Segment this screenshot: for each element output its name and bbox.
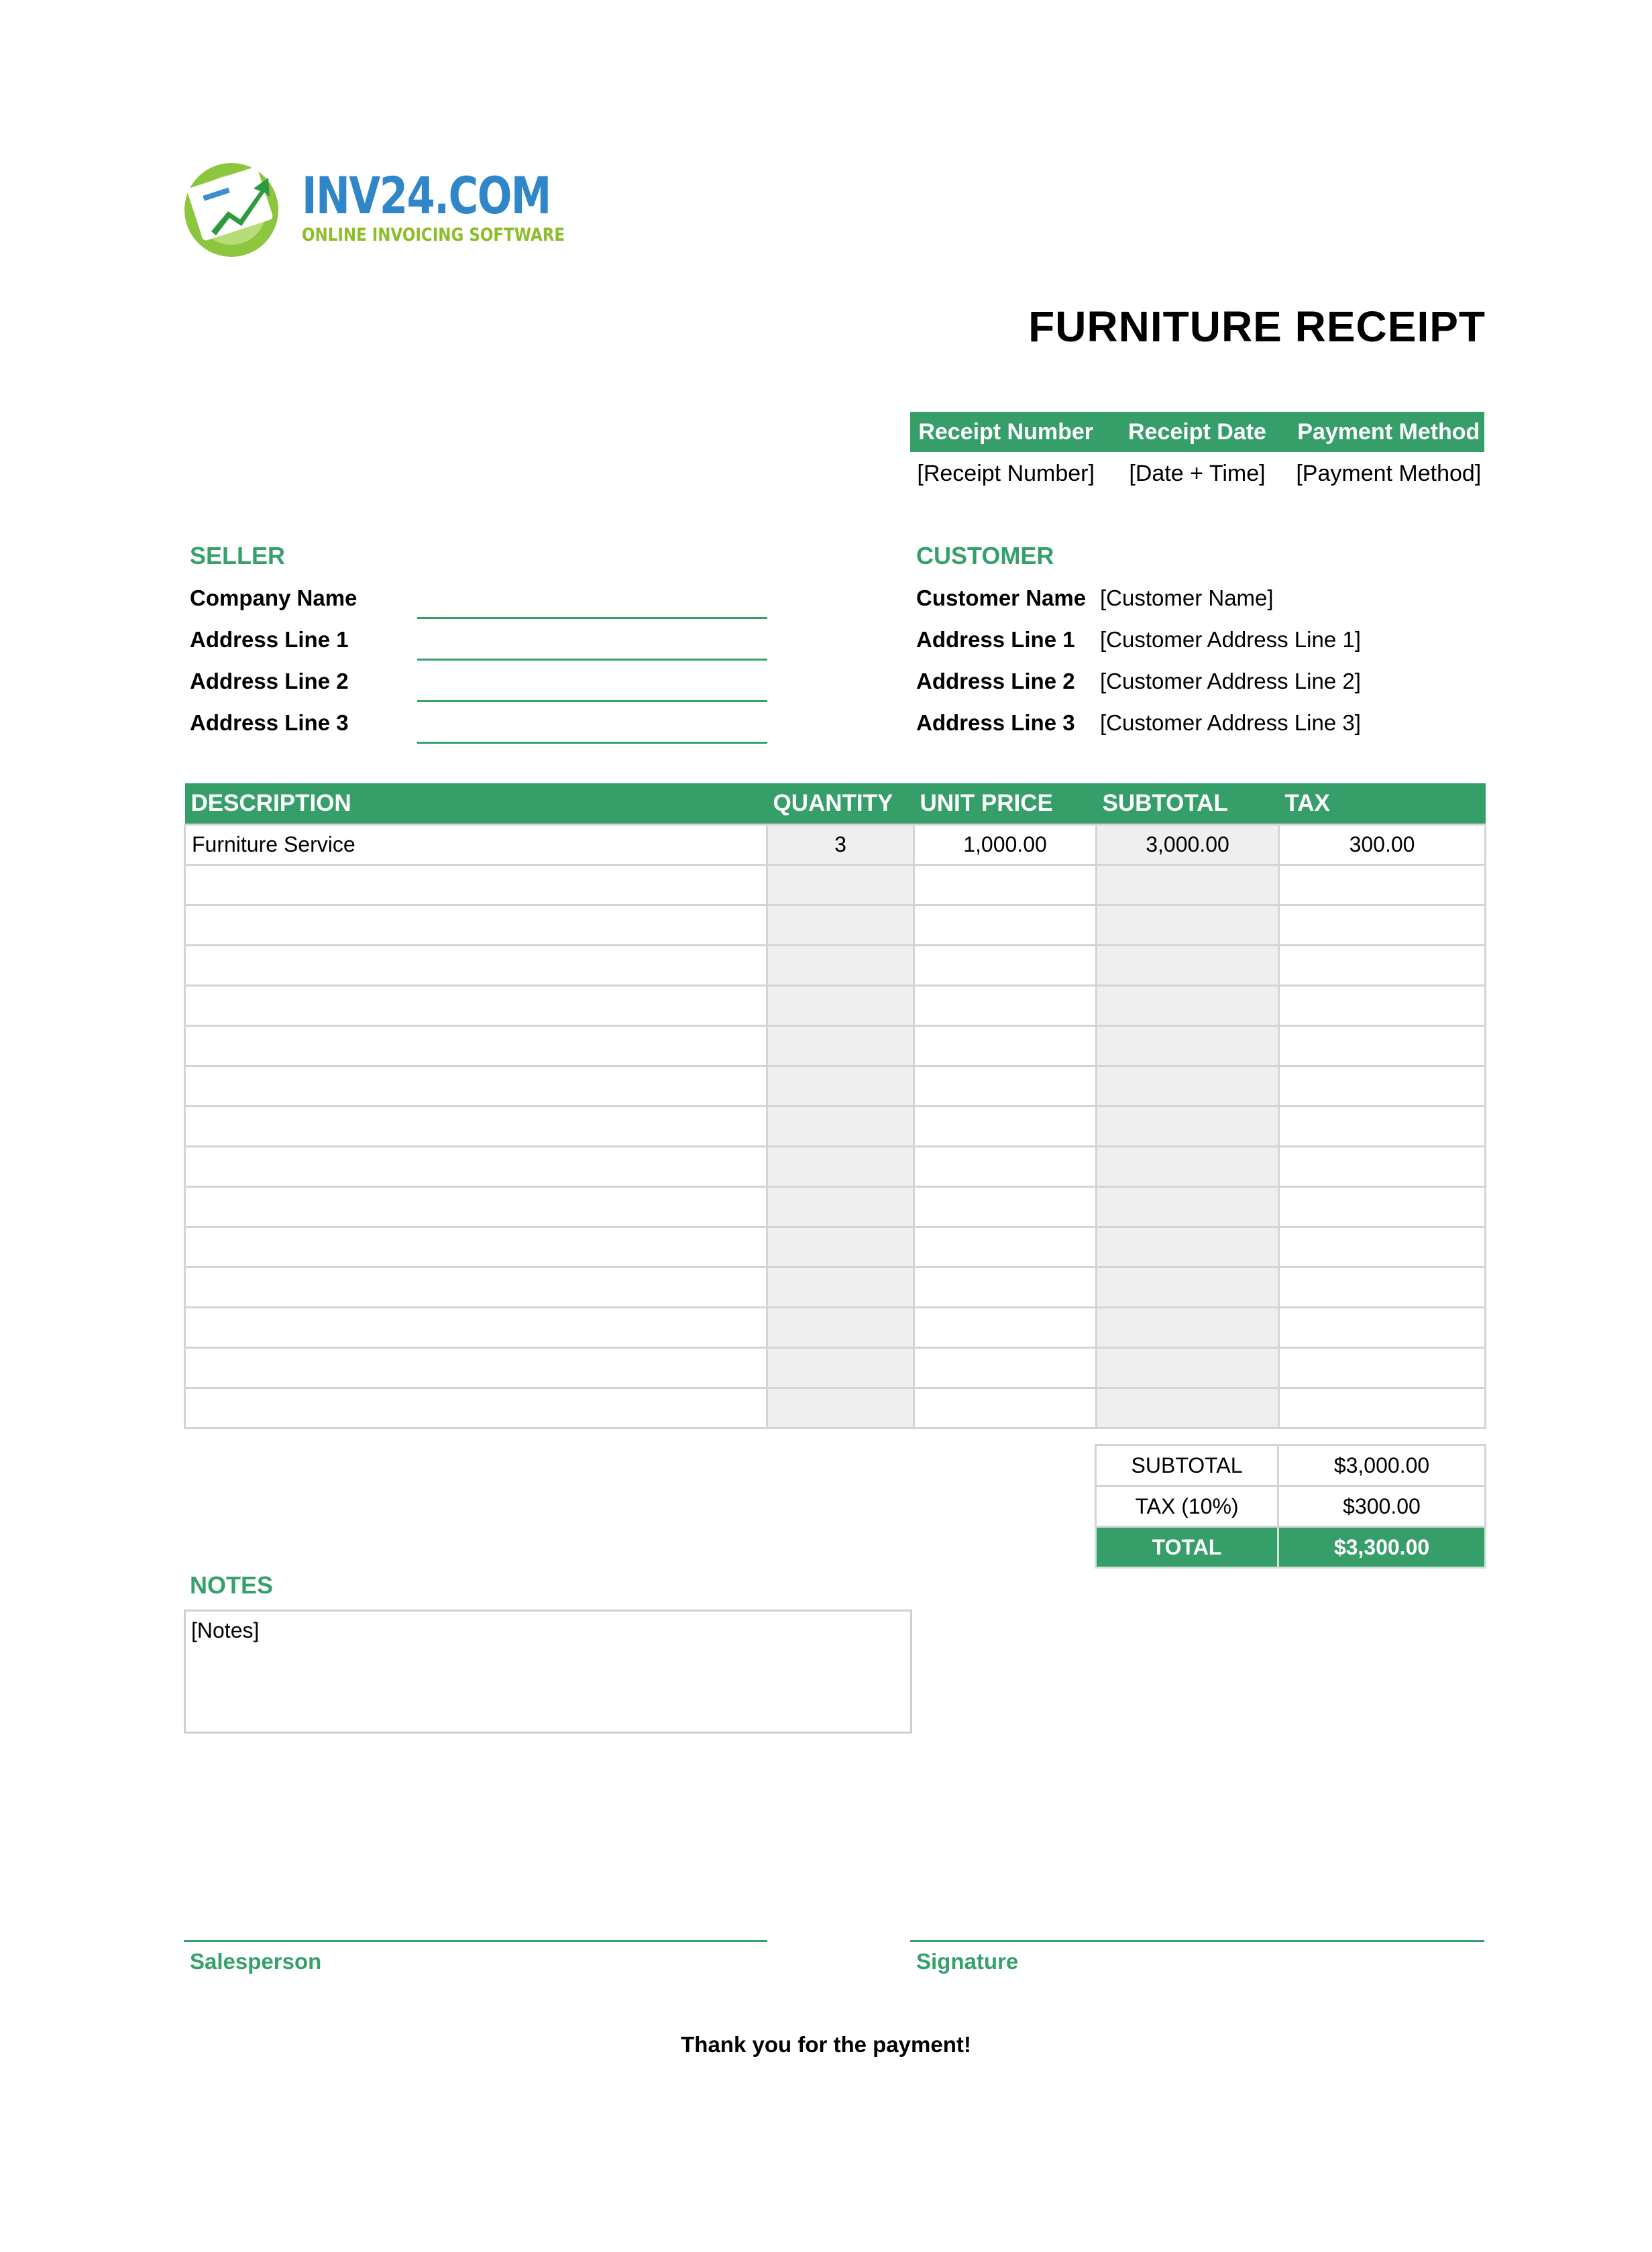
item-tax [1279, 1388, 1486, 1428]
item-tax [1279, 1107, 1486, 1147]
customer-address3-label: Address Line 3 [916, 710, 1075, 735]
item-subtotal [1097, 1268, 1279, 1308]
item-subtotal [1097, 1388, 1279, 1428]
table-row [185, 1308, 1486, 1348]
item-quantity[interactable] [767, 1388, 914, 1428]
item-unit-price[interactable] [914, 1348, 1097, 1388]
item-description[interactable] [185, 1268, 767, 1308]
description-header: DESCRIPTION [185, 783, 767, 825]
signature-line[interactable] [910, 1940, 1484, 1942]
signature-label: Signature [916, 1949, 1019, 1974]
item-subtotal [1097, 1308, 1279, 1348]
item-unit-price[interactable] [914, 905, 1097, 946]
seller-company-label: Company Name [190, 585, 357, 610]
logo-tagline: ONLINE INVOICING SOFTWARE [302, 225, 565, 245]
subtotal-label: SUBTOTAL [1096, 1445, 1278, 1486]
item-description[interactable]: Furniture Service [185, 825, 767, 865]
item-tax [1279, 905, 1486, 946]
receipt-date-header: Receipt Date [1128, 419, 1266, 445]
item-quantity[interactable] [767, 946, 914, 986]
table-row [185, 946, 1486, 986]
item-description[interactable] [185, 946, 767, 986]
table-row [185, 1268, 1486, 1308]
item-subtotal [1097, 1066, 1279, 1107]
item-tax [1279, 865, 1486, 905]
table-row [185, 1147, 1486, 1187]
customer-address1-value[interactable]: [Customer Address Line 1] [1100, 627, 1361, 652]
item-tax [1279, 1066, 1486, 1107]
item-subtotal [1097, 986, 1279, 1026]
table-row [185, 986, 1486, 1026]
total-row [1096, 1527, 1486, 1568]
item-description[interactable] [185, 1388, 767, 1428]
item-quantity[interactable] [767, 1308, 914, 1348]
item-subtotal [1097, 946, 1279, 986]
item-unit-price[interactable] [914, 1308, 1097, 1348]
footer-message: Thank you for the payment! [681, 2032, 971, 2057]
tax-label: TAX (10%) [1096, 1486, 1278, 1527]
item-quantity[interactable] [767, 865, 914, 905]
item-unit-price[interactable] [914, 1187, 1097, 1227]
item-subtotal [1097, 1227, 1279, 1268]
item-tax [1279, 1348, 1486, 1388]
item-description[interactable] [185, 1026, 767, 1066]
receipt-number-header: Receipt Number [918, 419, 1094, 445]
item-unit-price[interactable] [914, 1066, 1097, 1107]
item-description[interactable] [185, 1147, 767, 1187]
item-description[interactable] [185, 1107, 767, 1147]
seller-address1-field[interactable] [417, 659, 767, 661]
logo-brand: INV24.COM [302, 166, 551, 225]
table-row [185, 1227, 1486, 1268]
item-quantity[interactable] [767, 986, 914, 1026]
table-row [185, 1388, 1486, 1428]
item-unit-price[interactable] [914, 1147, 1097, 1187]
item-unit-price[interactable] [914, 946, 1097, 986]
seller-address2-label: Address Line 2 [190, 669, 349, 693]
item-subtotal [1097, 1187, 1279, 1227]
item-subtotal [1097, 1147, 1279, 1187]
notes-heading: NOTES [190, 1571, 274, 1599]
item-subtotal [1097, 1348, 1279, 1388]
receipt-meta-header [910, 412, 1484, 452]
item-unit-price[interactable]: 1,000.00 [914, 825, 1097, 865]
table-row [185, 1026, 1486, 1066]
item-description[interactable] [185, 905, 767, 946]
quantity-header: QUANTITY [767, 783, 914, 825]
item-tax: 300.00 [1279, 825, 1486, 865]
item-quantity[interactable] [767, 1147, 914, 1187]
subtotal-row [1096, 1445, 1486, 1486]
item-unit-price[interactable] [914, 1227, 1097, 1268]
total-label: TOTAL [1096, 1527, 1278, 1568]
customer-name-label: Customer Name [916, 585, 1087, 610]
notes-box[interactable]: [Notes] [184, 1610, 912, 1734]
table-row [185, 1348, 1486, 1388]
seller-address2-field[interactable] [417, 700, 767, 702]
receipt-number-value[interactable]: [Receipt Number] [917, 461, 1095, 486]
item-quantity[interactable]: 3 [767, 825, 914, 865]
item-description[interactable] [185, 986, 767, 1026]
item-quantity[interactable] [767, 1066, 914, 1107]
item-tax [1279, 946, 1486, 986]
receipt-meta-values [910, 453, 1484, 494]
item-subtotal: 3,000.00 [1097, 825, 1279, 865]
item-unit-price[interactable] [914, 986, 1097, 1026]
item-tax [1279, 1147, 1486, 1187]
items-table [184, 783, 1486, 1429]
item-tax [1279, 1026, 1486, 1066]
seller-address3-field[interactable] [417, 742, 767, 744]
customer-address1-label: Address Line 1 [916, 627, 1075, 652]
item-tax [1279, 1308, 1486, 1348]
item-tax [1279, 1187, 1486, 1227]
item-quantity[interactable] [767, 1187, 914, 1227]
item-description[interactable] [185, 1348, 767, 1388]
table-row [185, 865, 1486, 905]
item-description[interactable] [185, 1187, 767, 1227]
table-row [185, 1107, 1486, 1147]
table-row [185, 905, 1486, 946]
tax-value: $300.00 [1278, 1486, 1486, 1527]
item-subtotal [1097, 905, 1279, 946]
logo-icon [181, 158, 288, 258]
item-description[interactable] [185, 865, 767, 905]
customer-name-value[interactable]: [Customer Name] [1100, 585, 1274, 610]
unit-price-header: UNIT PRICE [914, 783, 1097, 825]
item-quantity[interactable] [767, 905, 914, 946]
items-header-row [185, 783, 1486, 825]
item-description[interactable] [185, 1308, 767, 1348]
item-unit-price[interactable] [914, 1388, 1097, 1428]
payment-method-header: Payment Method [1297, 419, 1480, 445]
item-quantity[interactable] [767, 1227, 914, 1268]
item-quantity[interactable] [767, 1107, 914, 1147]
totals-table [1095, 1444, 1486, 1569]
tax-header: TAX [1279, 783, 1486, 825]
seller-address1-label: Address Line 1 [190, 627, 349, 652]
seller-address3-label: Address Line 3 [190, 710, 349, 735]
item-quantity[interactable] [767, 1026, 914, 1066]
item-tax [1279, 1227, 1486, 1268]
item-subtotal [1097, 1026, 1279, 1066]
company-logo [181, 151, 565, 265]
item-tax [1279, 1268, 1486, 1308]
salesperson-line[interactable] [184, 1940, 767, 1942]
item-description[interactable] [185, 1066, 767, 1107]
customer-address3-value[interactable]: [Customer Address Line 3] [1100, 710, 1361, 735]
table-row [185, 1187, 1486, 1227]
customer-address2-value[interactable]: [Customer Address Line 2] [1100, 669, 1361, 693]
total-value: $3,300.00 [1278, 1527, 1486, 1568]
tax-row [1096, 1486, 1486, 1527]
subtotal-header: SUBTOTAL [1097, 783, 1279, 825]
item-unit-price[interactable] [914, 865, 1097, 905]
customer-heading: CUSTOMER [916, 542, 1054, 569]
table-row [185, 825, 1486, 865]
item-subtotal [1097, 865, 1279, 905]
table-row [185, 1066, 1486, 1107]
item-quantity[interactable] [767, 1268, 914, 1308]
seller-company-field[interactable] [417, 617, 767, 619]
item-subtotal [1097, 1107, 1279, 1147]
payment-method-value[interactable]: [Payment Method] [1296, 461, 1482, 486]
item-unit-price[interactable] [914, 1026, 1097, 1066]
receipt-date-value[interactable]: [Date + Time] [1129, 461, 1266, 486]
customer-address2-label: Address Line 2 [916, 669, 1075, 693]
item-quantity[interactable] [767, 1348, 914, 1388]
subtotal-value: $3,000.00 [1278, 1445, 1486, 1486]
document-title: FURNITURE RECEIPT [1028, 302, 1486, 351]
item-tax [1279, 986, 1486, 1026]
item-unit-price[interactable] [914, 1268, 1097, 1308]
item-unit-price[interactable] [914, 1107, 1097, 1147]
salesperson-label: Salesperson [190, 1949, 322, 1974]
item-description[interactable] [185, 1227, 767, 1268]
seller-heading: SELLER [190, 542, 286, 569]
